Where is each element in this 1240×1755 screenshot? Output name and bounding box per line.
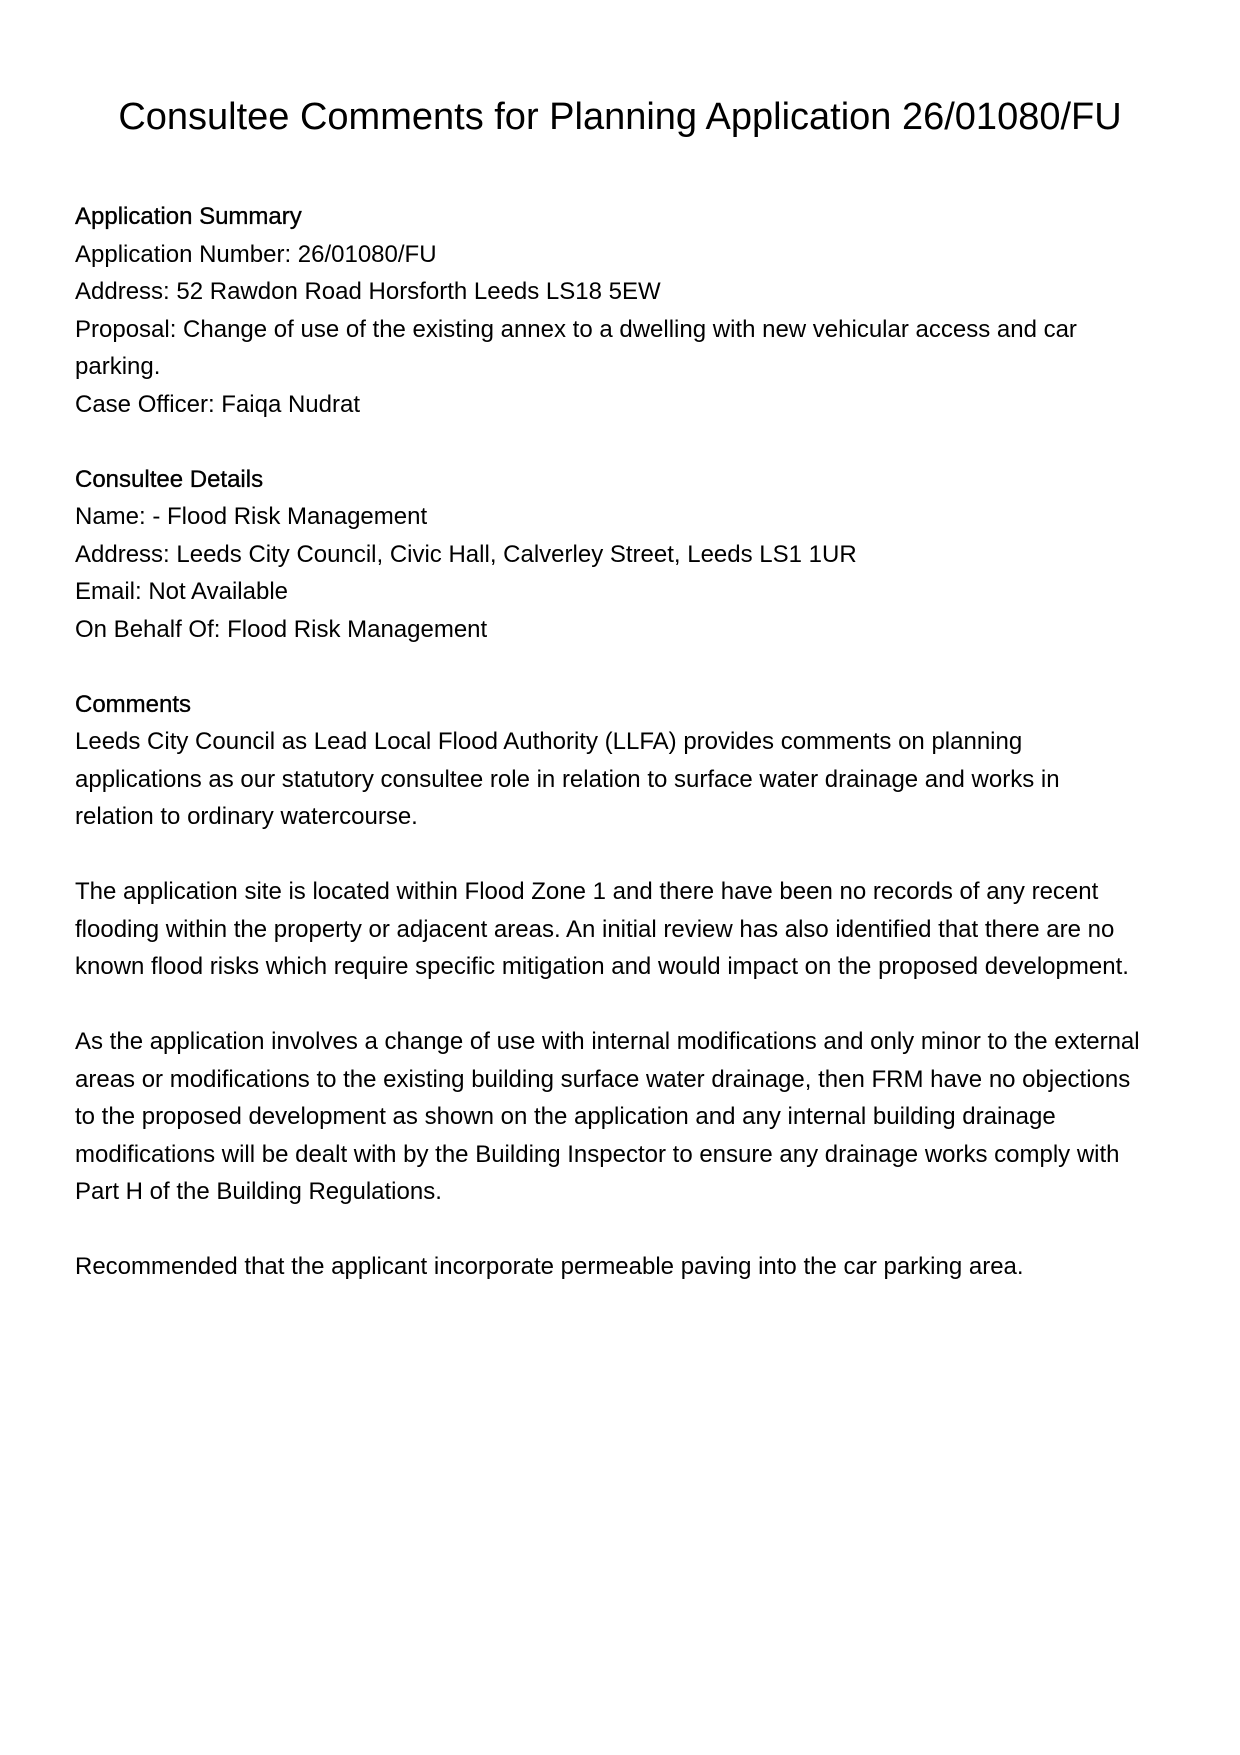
case-officer: Case Officer: Faiqa Nudrat (75, 390, 361, 418)
document-content (75, 198, 1175, 1323)
application-proposal: Proposal: Change of use of the existing annex to a dwelling with new vehicular access and car parking. (75, 315, 1077, 380)
consultee-details-section (75, 461, 1175, 649)
consultee-name: Name: - Flood Risk Management (75, 503, 428, 530)
consultee-address: Address: Leeds City Council, Civic Hall, Calverley Street, Leeds LS1 1UR (75, 540, 857, 568)
application-number: Application Number: 26/01080/FU (75, 240, 437, 268)
application-summary-section (75, 198, 1175, 423)
comment-paragraph: The application site is located within Flood Zone 1 and there have been no records of any recent flooding within the property or adjacent areas. An initial review has also identified that there are no known flood risks which require specific mitigation and would impact on the proposed development. (75, 878, 1129, 980)
comment-paragraph: Recommended that the applicant incorporate permeable paving into the car parking area. (75, 1253, 1024, 1280)
consultee-email: Email: Not Available (75, 578, 288, 605)
application-address: Address: 52 Rawdon Road Horsforth Leeds LS18 5EW (75, 278, 661, 305)
comment-paragraph: As the application involves a change of use with internal modifications and only minor to the external areas or modifications to the existing building surface water drainage, then FRM have no objections to the proposed development as shown on the application and any internal building drainage modifications will be dealt with by the Building Inspector to ensure any drainage works comply with Part H of the Building Regulations. (75, 1028, 1140, 1205)
comments-section (75, 686, 1175, 1286)
comments-heading: Comments (75, 690, 192, 718)
document-title: Consultee Comments for Planning Application 26/01080/FU (118, 96, 1122, 138)
comment-paragraph: Leeds City Council as Lead Local Flood Authority (LLFA) provides comments on planning applications as our statutory consultee role in relation to surface water drainage and works in relation to ordinary watercourse. (75, 728, 1060, 830)
consultee-details-heading: Consultee Details (75, 465, 264, 493)
consultee-on-behalf-of: On Behalf Of: Flood Risk Management (75, 615, 488, 643)
application-summary-heading: Application Summary (75, 203, 302, 230)
